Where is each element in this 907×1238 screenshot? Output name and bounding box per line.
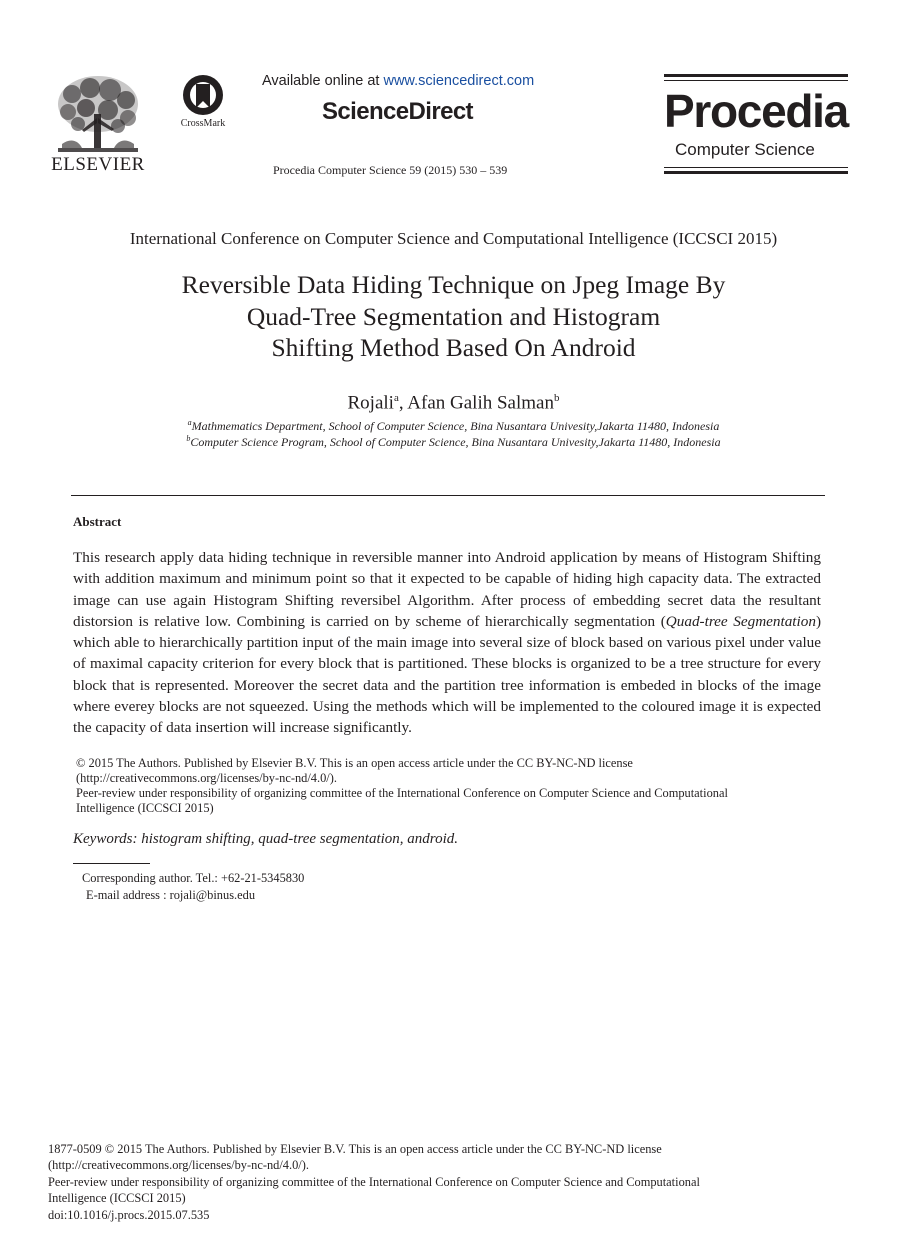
affiliation-a xyxy=(0,418,907,434)
available-online-line xyxy=(262,73,534,89)
abstract-text-part: ) which able to hierarchically partition input of the main image into several size of block based on various pixel under value of maximal capacity criterion for every block that is partitioned. These blocks is organized to be a tree structure for every block that is represented. Moreover the secret data and the partition tree information is embeded in blocks of the image where everey blocks are not squeezed. Using the methods which will be implemented to the coloured image it is expected the capacity of data insertion will increase significantly. xyxy=(73,612,821,737)
copyright-notice xyxy=(76,756,816,816)
keywords xyxy=(73,831,458,848)
procedia-top-rule xyxy=(664,74,848,77)
sciencedirect-wordmark: ScienceDirect xyxy=(322,98,473,125)
copyright-line: © 2015 The Authors. Published by Elsevier B.V. This is an open access article under the CC BY-NC-ND license xyxy=(76,756,633,770)
affiliation-mark: b xyxy=(186,434,191,443)
author-name: Afan Galih Salman xyxy=(407,392,554,414)
author-list xyxy=(0,392,907,414)
affiliation-b xyxy=(0,434,907,450)
abstract-text-part: This research apply data hiding technique in reversible manner into Android application by means of Histogram Shifting with addition maximum and minimum point so that it expected to be capable of hiding high capacity data. The extracted image can use again Histogram Shifting reversibel Algorithm. After process of embedding secret data the resultant distorsion is relative low. Combining is carried on by scheme of hierarchically segmentation ( xyxy=(73,549,821,630)
sciencedirect-link[interactable]: www.sciencedirect.com xyxy=(383,73,535,89)
keywords-items: histogram shifting, quad-tree segmentation, android. xyxy=(137,831,458,847)
procedia-subtitle: Computer Science xyxy=(675,140,815,159)
elsevier-logo xyxy=(50,74,146,178)
author-separator: , xyxy=(398,392,408,414)
peer-review-line: Peer-review under responsibility of organizing committee of the International Conference on Computer Science and Computational xyxy=(48,1174,700,1189)
doi-link[interactable]: doi:10.1016/j.procs.2015.07.535 xyxy=(48,1207,210,1222)
issn-line: 1877-0509 © 2015 The Authors. Published by Elsevier B.V. This is an open access article under the CC BY-NC-ND license xyxy=(48,1142,662,1156)
paper-title xyxy=(0,269,907,364)
title-line: Quad-Tree Segmentation and Histogram xyxy=(246,301,661,331)
author-name: Rojali xyxy=(347,392,394,414)
author-email: E-mail address : rojali@binus.edu xyxy=(86,888,256,902)
crossmark-icon xyxy=(170,74,236,118)
affiliation-text: Mathmematics Department, School of Computer Science, Bina Nusantara Univesity,Jakarta 11480, Indonesia xyxy=(191,419,720,433)
footnote xyxy=(82,870,304,904)
bottom-notice xyxy=(48,1141,768,1223)
elsevier-tree-icon xyxy=(52,74,144,154)
license-link[interactable]: (http://creativecommons.org/licenses/by-nc-nd/4.0/). xyxy=(76,771,337,785)
affiliation-mark: a xyxy=(187,418,192,427)
journal-reference: Procedia Computer Science 59 (2015) 530 – 539 xyxy=(273,163,508,177)
procedia-wordmark: Procedia xyxy=(664,85,848,137)
keywords-label: Keywords: xyxy=(73,831,138,847)
license-link[interactable]: (http://creativecommons.org/licenses/by-nc-nd/4.0/). xyxy=(48,1158,309,1173)
footnote-rule xyxy=(73,863,150,864)
elsevier-wordmark: ELSEVIER xyxy=(51,154,145,175)
title-line: Shifting Method Based On Android xyxy=(271,333,636,362)
abstract-heading: Abstract xyxy=(73,514,122,529)
available-prefix: Available online at xyxy=(262,73,384,89)
crossmark-badge[interactable] xyxy=(170,74,236,134)
copyright-line: Intelligence (ICCSCI 2015) xyxy=(76,801,214,815)
peer-review-line: Intelligence (ICCSCI 2015) xyxy=(48,1191,186,1206)
abstract-italic-term: Quad-tree Segmentation xyxy=(665,612,816,630)
procedia-top-rule-thin xyxy=(664,80,848,81)
corresponding-author: Corresponding author. Tel.: +62-21-5345830 xyxy=(82,871,305,885)
conference-name: International Conference on Computer Science and Computational Intelligence (ICCSCI 2015) xyxy=(129,229,778,248)
abstract-body xyxy=(73,547,821,739)
title-line: Reversible Data Hiding Technique on Jpeg Image By xyxy=(181,270,726,299)
copyright-line: Peer-review under responsibility of organizing committee of the International Conference on Computer Science and Computational xyxy=(76,786,728,800)
section-divider xyxy=(71,495,825,496)
procedia-bottom-rule xyxy=(664,171,848,174)
author-mark: a xyxy=(393,392,399,404)
author-mark: b xyxy=(553,392,560,404)
crossmark-label: CrossMark xyxy=(180,118,226,129)
procedia-bottom-rule-thin xyxy=(664,167,848,168)
affiliation-text: Computer Science Program, School of Computer Science, Bina Nusantara Univesity,Jakarta 11480, Indonesia xyxy=(190,435,721,449)
procedia-logo xyxy=(664,74,848,174)
